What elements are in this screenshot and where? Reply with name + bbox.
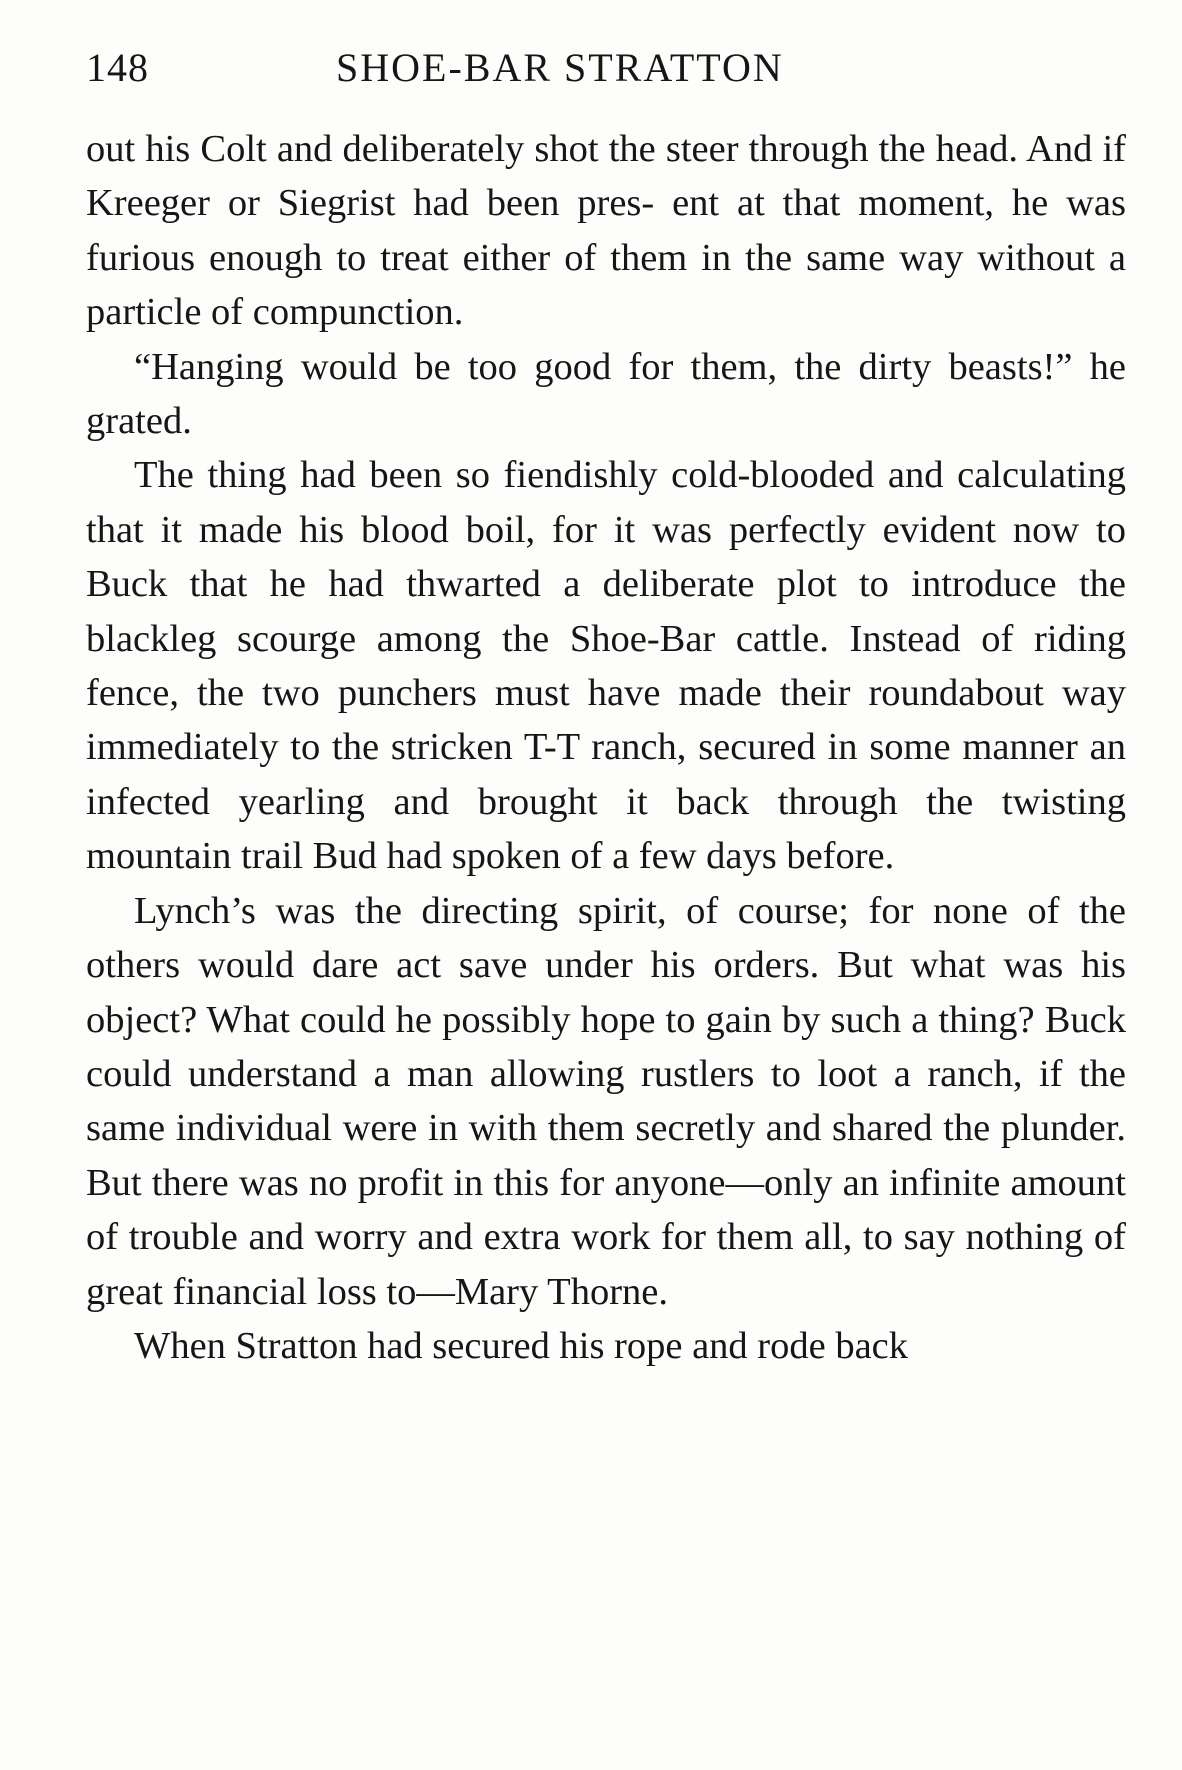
body-text	[86, 122, 1126, 1373]
paragraph-continued: out his Colt and deliberately shot the steer through the head. And if Kreeger or Siegrist had been pres- ent at that moment, he was furious enough to treat either of them in the same way without a particle of compunction.	[86, 128, 1126, 334]
running-title: SHOE-BAR STRATTON	[336, 45, 784, 90]
paragraph: Lynch’s was the directing spirit, of course; for none of the others would dare act save under his orders. But what was his object? What could he possibly hope to gain by such a thing? Buck could understand a man allowing rustlers to loot a ranch, if the same individual were in with them secretly and shared the plunder. But there was no profit in this for anyone—only an infinite amount of trouble and worry and extra work for them all, to say nothing of great financial loss to—Mary Thorne.	[86, 889, 1126, 1313]
paragraph-quote: “Hanging would be too good for them, the dirty beasts!” he grated.	[86, 345, 1126, 443]
paragraph-final-line: When Stratton had secured his rope and rode back	[134, 1324, 909, 1367]
page-number: 148	[86, 45, 149, 90]
paragraph: The thing had been so fiendishly cold-blooded and calculating that it made his blood boil, for it was perfectly evident now to Buck that he had thwarted a deliberate plot to introduce the blackleg scourge among the Shoe-Bar cattle. Instead of riding fence, the two punchers must have made their roundabout way immediately to the stricken T-T ranch, secured in some manner an infected yearling and brought it back through the twisting mountain trail Bud had spoken of a few days before.	[86, 454, 1126, 878]
running-head	[86, 38, 1126, 98]
